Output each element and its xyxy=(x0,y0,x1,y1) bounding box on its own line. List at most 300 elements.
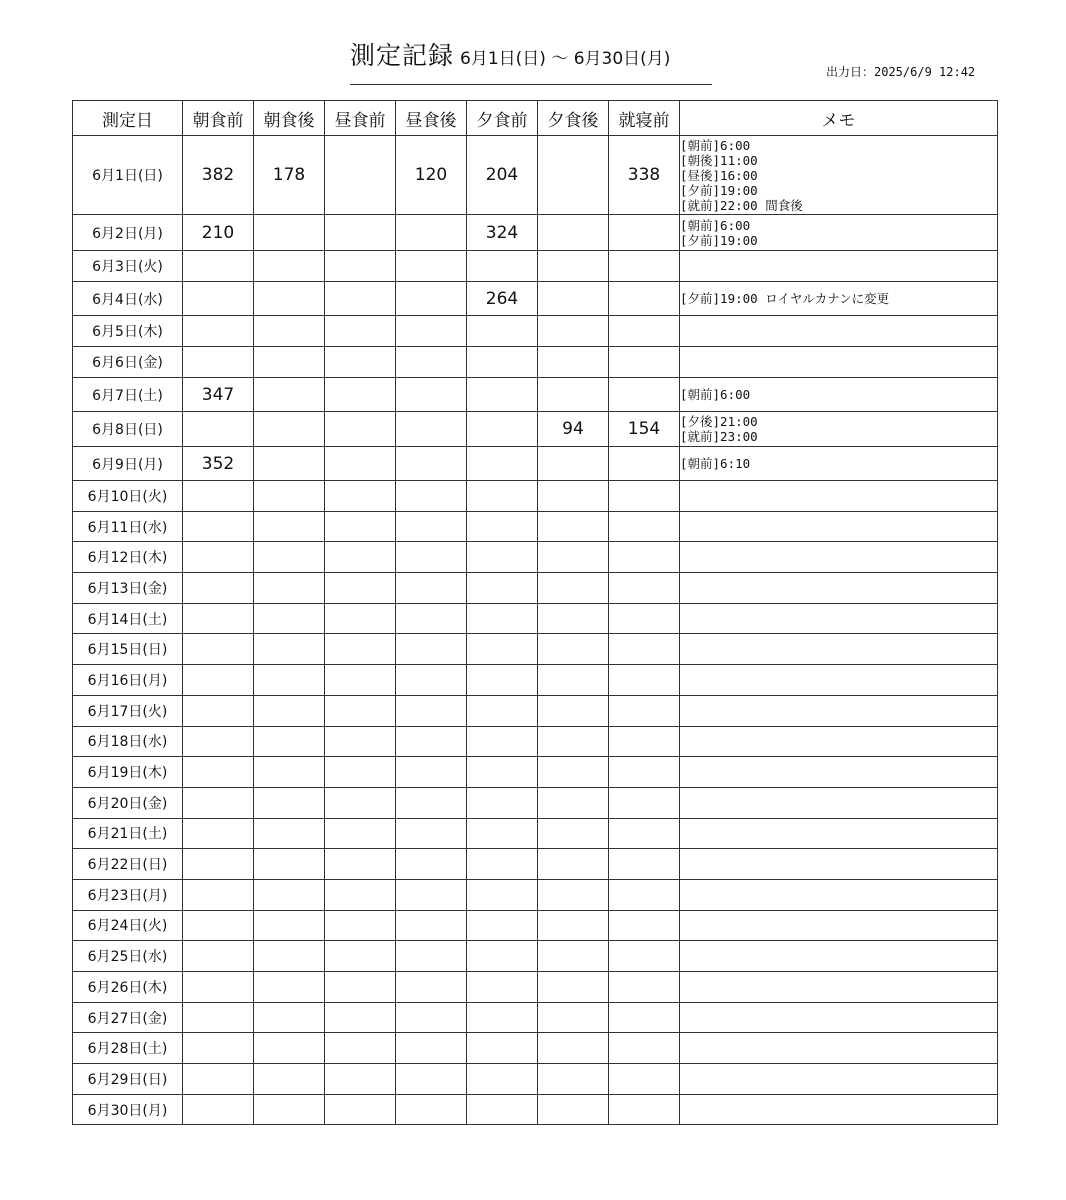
output-date: 出力日：2025/6/9 12:42 xyxy=(826,65,976,79)
value-cell xyxy=(538,972,609,1003)
value-cell xyxy=(609,665,680,696)
value-cell xyxy=(467,573,538,604)
date-cell: 6月11日(水) xyxy=(73,511,183,542)
value-cell xyxy=(467,1064,538,1095)
table-row xyxy=(73,282,998,316)
value-cell xyxy=(467,447,538,481)
value-cell xyxy=(467,910,538,941)
value-cell xyxy=(609,879,680,910)
value-cell xyxy=(609,347,680,378)
value-cell xyxy=(325,215,396,251)
value-cell xyxy=(396,481,467,512)
value-cell xyxy=(467,634,538,665)
memo-line: [就前]23:00 xyxy=(680,429,758,444)
table-row xyxy=(73,787,998,818)
value-cell xyxy=(396,412,467,447)
table-row xyxy=(73,603,998,634)
value-cell xyxy=(325,849,396,880)
value-cell xyxy=(254,542,325,573)
value-cell xyxy=(396,1064,467,1095)
value-cell xyxy=(325,910,396,941)
value-cell xyxy=(325,412,396,447)
value-cell xyxy=(254,282,325,316)
value-cell xyxy=(325,972,396,1003)
value-cell xyxy=(538,1002,609,1033)
value-cell xyxy=(609,1002,680,1033)
memo-cell xyxy=(680,910,998,941)
table-row xyxy=(73,665,998,696)
value-cell xyxy=(325,787,396,818)
value-cell xyxy=(325,282,396,316)
table-row xyxy=(73,1002,998,1033)
value-cell xyxy=(325,447,396,481)
value-cell xyxy=(325,665,396,696)
date-cell: 6月8日(日) xyxy=(73,412,183,447)
value-cell xyxy=(396,695,467,726)
date-cell: 6月5日(木) xyxy=(73,316,183,347)
table-row xyxy=(73,511,998,542)
value-cell xyxy=(254,1033,325,1064)
table-row xyxy=(73,447,998,481)
value-cell xyxy=(254,511,325,542)
date-cell: 6月24日(火) xyxy=(73,910,183,941)
value-cell xyxy=(609,757,680,788)
value-cell xyxy=(254,879,325,910)
value-cell xyxy=(254,447,325,481)
value-cell: 178 xyxy=(254,136,325,215)
value-cell xyxy=(183,282,254,316)
col-header-before-dinner: 夕食前 xyxy=(467,101,538,136)
value-cell xyxy=(254,849,325,880)
value-cell xyxy=(325,251,396,282)
value-cell xyxy=(538,316,609,347)
table-row xyxy=(73,412,998,447)
date-cell: 6月26日(木) xyxy=(73,972,183,1003)
memo-line: [夕後]21:00 xyxy=(680,414,758,429)
value-cell xyxy=(467,1094,538,1125)
value-cell xyxy=(609,282,680,316)
value-cell xyxy=(396,757,467,788)
value-cell xyxy=(396,726,467,757)
value-cell xyxy=(325,818,396,849)
table-row xyxy=(73,726,998,757)
date-cell: 6月7日(土) xyxy=(73,378,183,412)
value-cell: 338 xyxy=(609,136,680,215)
value-cell xyxy=(325,378,396,412)
value-cell xyxy=(467,665,538,696)
table-row xyxy=(73,972,998,1003)
value-cell xyxy=(183,573,254,604)
memo-cell xyxy=(680,634,998,665)
memo-cell xyxy=(680,215,998,251)
value-cell xyxy=(467,1033,538,1064)
value-cell xyxy=(183,972,254,1003)
memo-cell xyxy=(680,879,998,910)
table-row xyxy=(73,879,998,910)
value-cell xyxy=(396,378,467,412)
value-cell xyxy=(467,1002,538,1033)
value-cell: 264 xyxy=(467,282,538,316)
table-row xyxy=(73,1064,998,1095)
value-cell xyxy=(183,787,254,818)
value-cell xyxy=(325,1064,396,1095)
value-cell xyxy=(325,1094,396,1125)
col-header-after-lunch: 昼食後 xyxy=(396,101,467,136)
value-cell xyxy=(538,573,609,604)
table-row xyxy=(73,818,998,849)
memo-cell xyxy=(680,818,998,849)
value-cell xyxy=(467,787,538,818)
date-cell: 6月14日(土) xyxy=(73,603,183,634)
memo-line: [就前]22:00 間食後 xyxy=(680,197,803,213)
value-cell xyxy=(538,757,609,788)
date-cell: 6月19日(木) xyxy=(73,757,183,788)
value-cell: 382 xyxy=(183,136,254,215)
value-cell xyxy=(396,282,467,316)
value-cell: 94 xyxy=(538,412,609,447)
date-cell: 6月6日(金) xyxy=(73,347,183,378)
value-cell xyxy=(396,665,467,696)
value-cell xyxy=(467,511,538,542)
value-cell xyxy=(183,1002,254,1033)
value-cell xyxy=(538,1064,609,1095)
value-cell xyxy=(609,634,680,665)
value-cell xyxy=(538,251,609,282)
value-cell xyxy=(396,542,467,573)
value-cell xyxy=(325,511,396,542)
value-cell xyxy=(538,378,609,412)
memo-cell xyxy=(680,726,998,757)
value-cell xyxy=(609,910,680,941)
memo-line: [朝前]6:00 xyxy=(680,387,751,402)
date-cell: 6月27日(金) xyxy=(73,1002,183,1033)
value-cell xyxy=(538,787,609,818)
value-cell xyxy=(254,1002,325,1033)
value-cell xyxy=(609,603,680,634)
table-row xyxy=(73,316,998,347)
table-body xyxy=(73,136,998,1125)
value-cell xyxy=(609,511,680,542)
value-cell xyxy=(254,757,325,788)
value-cell xyxy=(396,573,467,604)
value-cell xyxy=(396,941,467,972)
value-cell xyxy=(254,726,325,757)
memo-cell xyxy=(680,787,998,818)
date-cell: 6月28日(土) xyxy=(73,1033,183,1064)
value-cell xyxy=(183,1033,254,1064)
value-cell xyxy=(467,542,538,573)
value-cell xyxy=(183,412,254,447)
date-cell: 6月3日(火) xyxy=(73,251,183,282)
table-row xyxy=(73,481,998,512)
value-cell xyxy=(183,910,254,941)
value-cell xyxy=(609,849,680,880)
memo-cell xyxy=(680,378,998,412)
value-cell xyxy=(254,251,325,282)
title-text: 測定記録 xyxy=(350,41,455,70)
table-row xyxy=(73,1033,998,1064)
memo-cell xyxy=(680,603,998,634)
value-cell xyxy=(538,542,609,573)
value-cell xyxy=(396,787,467,818)
value-cell xyxy=(538,511,609,542)
value-cell xyxy=(396,972,467,1003)
header-row xyxy=(73,101,998,136)
value-cell: 347 xyxy=(183,378,254,412)
value-cell xyxy=(254,603,325,634)
value-cell xyxy=(254,665,325,696)
memo-cell xyxy=(680,481,998,512)
value-cell xyxy=(609,726,680,757)
table-row xyxy=(73,542,998,573)
date-cell: 6月1日(日) xyxy=(73,136,183,215)
value-cell xyxy=(396,818,467,849)
value-cell: 120 xyxy=(396,136,467,215)
table-row xyxy=(73,634,998,665)
value-cell xyxy=(325,1002,396,1033)
value-cell xyxy=(538,849,609,880)
value-cell xyxy=(254,910,325,941)
value-cell: 352 xyxy=(183,447,254,481)
value-cell xyxy=(254,1094,325,1125)
table-row xyxy=(73,347,998,378)
memo-cell xyxy=(680,1002,998,1033)
value-cell xyxy=(396,1094,467,1125)
table-row xyxy=(73,910,998,941)
date-cell: 6月16日(月) xyxy=(73,665,183,696)
value-cell xyxy=(183,1094,254,1125)
date-cell: 6月17日(火) xyxy=(73,695,183,726)
value-cell xyxy=(254,412,325,447)
value-cell xyxy=(609,215,680,251)
memo-cell xyxy=(680,511,998,542)
col-header-after-breakfast: 朝食後 xyxy=(254,101,325,136)
date-cell: 6月18日(水) xyxy=(73,726,183,757)
memo-line: [朝前]6:10 xyxy=(680,456,751,471)
value-cell xyxy=(254,634,325,665)
memo-cell xyxy=(680,1094,998,1125)
value-cell xyxy=(183,941,254,972)
value-cell xyxy=(467,412,538,447)
value-cell xyxy=(183,603,254,634)
date-cell: 6月22日(日) xyxy=(73,849,183,880)
memo-line: [朝前]6:00 xyxy=(680,137,751,153)
memo-cell xyxy=(680,542,998,573)
value-cell xyxy=(609,941,680,972)
value-cell xyxy=(325,316,396,347)
value-cell xyxy=(396,1002,467,1033)
date-cell: 6月2日(月) xyxy=(73,215,183,251)
date-cell: 6月12日(木) xyxy=(73,542,183,573)
value-cell xyxy=(254,1064,325,1095)
value-cell xyxy=(183,1064,254,1095)
value-cell xyxy=(396,634,467,665)
measurement-table xyxy=(72,100,998,1125)
value-cell xyxy=(183,879,254,910)
table-row xyxy=(73,1094,998,1125)
memo-cell xyxy=(680,972,998,1003)
value-cell xyxy=(183,695,254,726)
date-cell: 6月9日(月) xyxy=(73,447,183,481)
memo-line: [夕前]19:00 xyxy=(680,232,758,248)
value-cell xyxy=(183,818,254,849)
value-cell xyxy=(254,818,325,849)
value-cell xyxy=(183,757,254,788)
value-cell xyxy=(254,347,325,378)
date-cell: 6月29日(日) xyxy=(73,1064,183,1095)
value-cell xyxy=(396,215,467,251)
value-cell: 210 xyxy=(183,215,254,251)
value-cell xyxy=(396,347,467,378)
value-cell xyxy=(467,695,538,726)
date-range: 6月1日(日) 〜 6月30日(月) xyxy=(460,49,671,69)
value-cell: 324 xyxy=(467,215,538,251)
value-cell xyxy=(467,941,538,972)
value-cell xyxy=(325,757,396,788)
value-cell xyxy=(183,665,254,696)
date-cell: 6月20日(金) xyxy=(73,787,183,818)
value-cell xyxy=(467,726,538,757)
value-cell xyxy=(538,447,609,481)
memo-cell xyxy=(680,849,998,880)
value-cell xyxy=(183,849,254,880)
date-cell: 6月4日(水) xyxy=(73,282,183,316)
memo-cell xyxy=(680,665,998,696)
memo-cell xyxy=(680,412,998,447)
memo-cell xyxy=(680,941,998,972)
memo-line: [朝後]11:00 xyxy=(680,152,758,168)
value-cell xyxy=(325,603,396,634)
memo-cell xyxy=(680,1033,998,1064)
value-cell xyxy=(538,347,609,378)
value-cell xyxy=(254,215,325,251)
col-header-before-lunch: 昼食前 xyxy=(325,101,396,136)
value-cell xyxy=(538,215,609,251)
value-cell xyxy=(467,251,538,282)
value-cell xyxy=(325,941,396,972)
table-row xyxy=(73,695,998,726)
value-cell xyxy=(183,316,254,347)
date-cell: 6月30日(月) xyxy=(73,1094,183,1125)
page-title xyxy=(350,36,712,85)
value-cell xyxy=(325,634,396,665)
value-cell xyxy=(396,447,467,481)
value-cell xyxy=(325,136,396,215)
col-header-before-bed: 就寝前 xyxy=(609,101,680,136)
value-cell xyxy=(538,818,609,849)
value-cell xyxy=(538,1033,609,1064)
value-cell xyxy=(183,347,254,378)
value-cell xyxy=(609,972,680,1003)
col-header-before-breakfast: 朝食前 xyxy=(183,101,254,136)
value-cell xyxy=(609,787,680,818)
col-header-date: 測定日 xyxy=(73,101,183,136)
memo-line: [朝前]6:00 xyxy=(680,217,751,233)
value-cell xyxy=(538,481,609,512)
value-cell: 154 xyxy=(609,412,680,447)
value-cell xyxy=(538,941,609,972)
memo-cell xyxy=(680,347,998,378)
value-cell xyxy=(183,481,254,512)
memo-cell xyxy=(680,136,998,215)
date-cell: 6月23日(月) xyxy=(73,879,183,910)
memo-cell xyxy=(680,282,998,316)
value-cell xyxy=(396,910,467,941)
value-cell xyxy=(467,316,538,347)
value-cell xyxy=(254,316,325,347)
value-cell xyxy=(183,511,254,542)
value-cell xyxy=(609,447,680,481)
value-cell xyxy=(325,695,396,726)
value-cell xyxy=(538,665,609,696)
memo-cell xyxy=(680,251,998,282)
value-cell xyxy=(467,378,538,412)
value-cell xyxy=(609,1064,680,1095)
value-cell xyxy=(254,972,325,1003)
memo-cell xyxy=(680,1064,998,1095)
value-cell xyxy=(396,511,467,542)
value-cell xyxy=(609,573,680,604)
value-cell xyxy=(396,603,467,634)
table-row xyxy=(73,757,998,788)
value-cell xyxy=(538,1094,609,1125)
value-cell xyxy=(609,316,680,347)
value-cell xyxy=(183,251,254,282)
value-cell xyxy=(325,1033,396,1064)
table-row xyxy=(73,215,998,251)
value-cell xyxy=(396,849,467,880)
memo-cell xyxy=(680,447,998,481)
table-row xyxy=(73,251,998,282)
table-row xyxy=(73,573,998,604)
date-cell: 6月25日(水) xyxy=(73,941,183,972)
value-cell xyxy=(325,726,396,757)
date-cell: 6月13日(金) xyxy=(73,573,183,604)
value-cell xyxy=(538,879,609,910)
date-cell: 6月21日(土) xyxy=(73,818,183,849)
value-cell xyxy=(609,695,680,726)
memo-line: [昼後]16:00 xyxy=(680,167,758,183)
table-row xyxy=(73,941,998,972)
memo-cell xyxy=(680,757,998,788)
value-cell xyxy=(325,542,396,573)
value-cell xyxy=(467,818,538,849)
value-cell xyxy=(609,481,680,512)
memo-line: [夕前]19:00 xyxy=(680,182,758,198)
table-row xyxy=(73,849,998,880)
value-cell: 204 xyxy=(467,136,538,215)
value-cell xyxy=(396,251,467,282)
value-cell xyxy=(538,136,609,215)
value-cell xyxy=(396,879,467,910)
value-cell xyxy=(609,1094,680,1125)
value-cell xyxy=(396,1033,467,1064)
value-cell xyxy=(325,481,396,512)
value-cell xyxy=(254,787,325,818)
value-cell xyxy=(467,849,538,880)
value-cell xyxy=(183,634,254,665)
value-cell xyxy=(254,481,325,512)
date-cell: 6月15日(日) xyxy=(73,634,183,665)
value-cell xyxy=(609,818,680,849)
memo-cell xyxy=(680,316,998,347)
col-header-after-dinner: 夕食後 xyxy=(538,101,609,136)
value-cell xyxy=(325,347,396,378)
value-cell xyxy=(467,757,538,788)
memo-cell xyxy=(680,695,998,726)
value-cell xyxy=(609,378,680,412)
table-row xyxy=(73,378,998,412)
